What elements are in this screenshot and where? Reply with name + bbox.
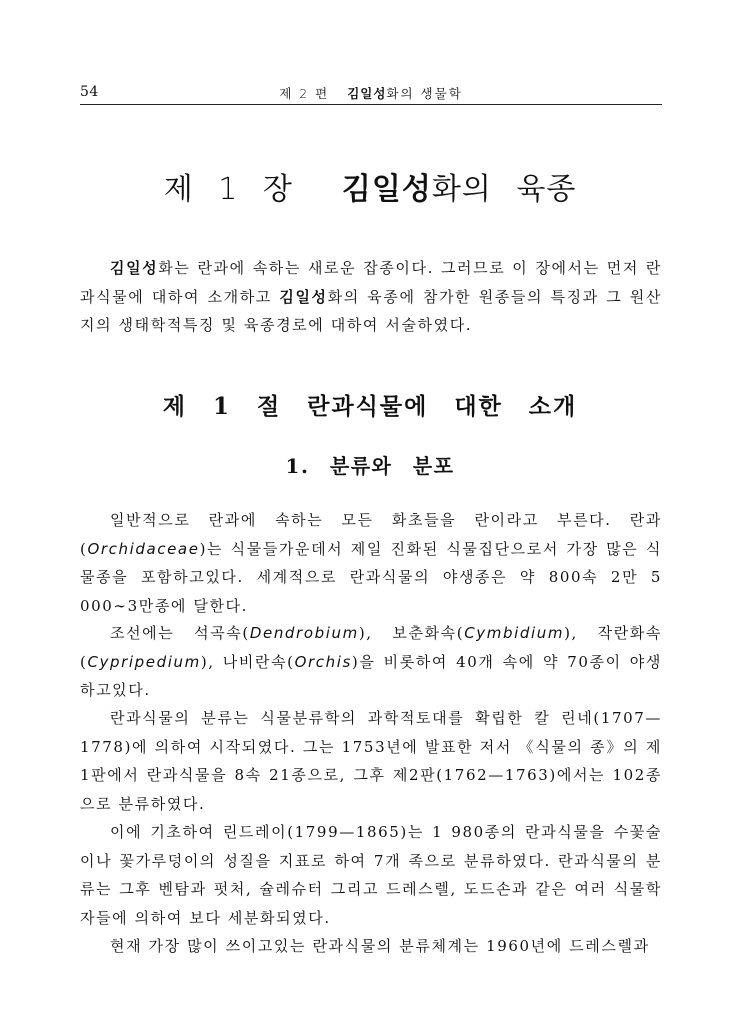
section-title: 제 1 절 란과식물에 대한 소개 — [162, 393, 578, 420]
p1-text-a: 일반적으로 란과에 속하는 모든 화초들을 란이라고 부른다. 란과( — [80, 511, 662, 558]
running-head-name-bold: 김일성 — [347, 86, 387, 101]
running-head-part: 제 2 편 — [279, 86, 330, 101]
header-rule — [80, 104, 662, 105]
p2-text-a: 조선에는 석곡속( — [110, 624, 250, 642]
chapter-title — [0, 164, 740, 208]
body-paragraph-2 — [80, 619, 662, 705]
p2-text-e: )을 비롯하여 40개 속에 약 70종이 야생하고있다. — [80, 652, 662, 699]
p2-text-c: ), 작란화속( — [80, 624, 662, 671]
page-number: 54 — [80, 84, 99, 100]
p2-latin-2: Cymbidium — [464, 624, 565, 642]
intro-bold-1: 김일성 — [110, 259, 159, 277]
chapter-number: 제 1 장 — [163, 172, 293, 207]
p2-text-d: ), 나비란속( — [200, 652, 295, 671]
intro-bold-2: 김일성 — [279, 287, 328, 306]
running-head — [80, 84, 662, 102]
p2-latin-3: Cypripedium — [87, 652, 201, 671]
body-paragraph-3: 란과식물의 분류는 식물분류학의 과학적토대를 확립한 칼 린네(1707—1778)에 의하여 시작되였다. 그는 1753년에 발표한 저서 《식물의 종》의 제1판에서 란과식물을 8속 21종으로, 그후 제2판(1762—1763)에서는 102종으로 분류하였다. — [80, 709, 662, 813]
body-paragraph-5: 현재 가장 많이 쓰이고있는 란과식물의 분류체계는 1960년에 드레스렐과 — [110, 937, 650, 955]
running-head-name-rest: 화의 생물학 — [386, 86, 463, 101]
intro-text-2: 화의 육종에 참가한 원종들의 특징과 그 원산지의 생태학적특징 및 육종경로에 대하여 서술하였다. — [80, 287, 662, 334]
chapter-title-bold: 김일성 — [341, 172, 432, 207]
p2-text-b: ), 보춘화속( — [358, 624, 465, 642]
p2-latin-1: Dendrobium — [249, 624, 359, 642]
p1-latin: Orchidaceae — [87, 539, 200, 558]
chapter-title-rest: 화의 육종 — [431, 172, 577, 207]
body-paragraph-4: 이에 기초하여 린드레이(1799—1865)는 1 980종의 란과식물을 수꽃술이나 꽃가루덩이의 성질을 지표로 하여 7개 족으로 분류하였다. 란과식물의 분류는 그후 벤탐과 펏처, 슐레슈터 그리고 드레스렐, 도드손과 같은 여러 식물학자들에 의하여 보다 세분화되였다. — [80, 823, 662, 927]
intro-paragraph — [80, 254, 662, 340]
p2-latin-4: Orchis — [294, 652, 352, 671]
body-paragraph-1 — [80, 506, 662, 620]
subsection-title: 1. 분류와 분포 — [285, 454, 455, 478]
p1-text-b: )는 식물들가운데서 제일 진화된 식물집단으로서 가장 많은 식물종을 포함하고있다. 세계적으로 란과식물의 야생종은 약 800속 2만 5 000∼3만종에 달한다. — [80, 539, 662, 615]
intro-text-1: 화는 란과에 속하는 새로운 잡종이다. 그러므로 이 장에서는 먼저 란과식물에 대하여 소개하고 — [80, 259, 662, 306]
